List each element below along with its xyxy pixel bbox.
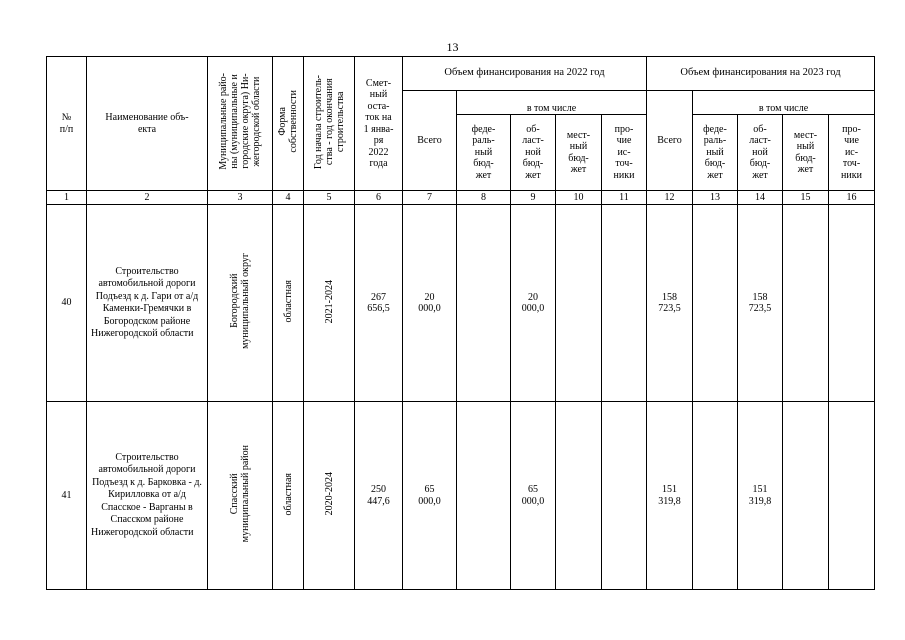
header-local-2022: мест- ный бюд- жет: [556, 115, 602, 191]
header-municipality-text: Муниципальные райо- ны (муниципальные и городские округа) Ни- жегородской области: [218, 73, 262, 171]
federal-2022: [457, 402, 511, 590]
other-2023: [829, 402, 875, 590]
col-number: 2: [87, 191, 208, 205]
header-remainder: Смет- ный оста- ток на 1 янва- ря 2022 года: [355, 57, 403, 191]
col-number: 4: [273, 191, 304, 205]
table-row: [47, 205, 875, 402]
object-name: Строительство автомобильной дороги Подъезд к д. Барковка - д. Кирилловка от а/д Спасское - Варганы в Спасском районе Нижегородской области: [87, 402, 208, 590]
col-number: 14: [738, 191, 783, 205]
total-2022: 65 000,0: [403, 402, 457, 590]
total-2023: 158 723,5: [647, 205, 693, 402]
total-2022: 20 000,0: [403, 205, 457, 402]
header-federal-2022: феде- раль- ный бюд- жет: [457, 115, 511, 191]
header-federal-2023: феде- раль- ный бюд- жет: [693, 115, 738, 191]
header-incl-2023: в том числе: [693, 91, 875, 115]
ownership: [273, 402, 304, 590]
local-2022: [556, 402, 602, 590]
municipality-text: Спасский муниципальный район: [229, 445, 251, 543]
row-num: 41: [47, 402, 87, 590]
federal-2022: [457, 205, 511, 402]
header-local-2023: мест- ный бюд- жет: [783, 115, 829, 191]
header-other-2022: про- чие ис- точ- ники: [602, 115, 647, 191]
header-years: [304, 57, 355, 191]
regional-2022: 65 000,0: [511, 402, 556, 590]
col-number: 16: [829, 191, 875, 205]
col-number: 3: [208, 191, 273, 205]
remainder: 267 656,5: [355, 205, 403, 402]
col-number: 1: [47, 191, 87, 205]
header-total-2023: Всего: [647, 91, 693, 191]
federal-2023: [693, 205, 738, 402]
header-fin-2023: Объем финансирования на 2023 год: [647, 57, 875, 91]
col-number: 5: [304, 191, 355, 205]
col-number: 10: [556, 191, 602, 205]
other-2023: [829, 205, 875, 402]
header-total-2022: Всего: [403, 91, 457, 191]
years: [304, 402, 355, 590]
local-2023: [783, 205, 829, 402]
municipality: [208, 402, 273, 590]
col-number: 7: [403, 191, 457, 205]
header-incl-2022: в том числе: [457, 91, 647, 115]
col-number: 11: [602, 191, 647, 205]
local-2022: [556, 205, 602, 402]
column-number-row: [47, 191, 875, 205]
ownership: [273, 205, 304, 402]
col-number: 6: [355, 191, 403, 205]
financing-table: [46, 56, 875, 590]
remainder: 250 447,6: [355, 402, 403, 590]
regional-2022: 20 000,0: [511, 205, 556, 402]
object-name: Строительство автомобильной дороги Подъезд к д. Гари от а/д Каменки-Гремячки в Богородском районе Нижегородской области: [87, 205, 208, 402]
header-num: № п/п: [47, 57, 87, 191]
total-2023: 151 319,8: [647, 402, 693, 590]
regional-2023: 151 319,8: [738, 402, 783, 590]
col-number: 12: [647, 191, 693, 205]
col-number: 15: [783, 191, 829, 205]
federal-2023: [693, 402, 738, 590]
header-municipality: [208, 57, 273, 191]
ownership-text: областная: [282, 280, 294, 323]
table-row: [47, 402, 875, 590]
regional-2023: 158 723,5: [738, 205, 783, 402]
years-text: 2021-2024: [323, 279, 335, 323]
other-2022: [602, 205, 647, 402]
page-number: 13: [446, 40, 459, 54]
header-ownership: [273, 57, 304, 191]
header-regional-2022: об- ласт- ной бюд- жет: [511, 115, 556, 191]
col-number: 8: [457, 191, 511, 205]
years-text: 2020-2024: [323, 472, 335, 516]
other-2022: [602, 402, 647, 590]
header-other-2023: про- чие ис- точ- ники: [829, 115, 875, 191]
col-number: 13: [693, 191, 738, 205]
header-years-text: Год начала строитель- ства - год окончания строительства: [312, 74, 346, 169]
header-fin-2022: Объем финансирования на 2022 год: [403, 57, 647, 91]
municipality-text: Богородский муниципальный округ: [229, 253, 251, 350]
header-name: Наименование объ- екта: [87, 57, 208, 191]
years: [304, 205, 355, 402]
local-2023: [783, 402, 829, 590]
municipality: [208, 205, 273, 402]
col-number: 9: [511, 191, 556, 205]
header-ownership-text: Форма собственности: [277, 90, 299, 154]
header-regional-2023: об- ласт- ной бюд- жет: [738, 115, 783, 191]
row-num: 40: [47, 205, 87, 402]
ownership-text: областная: [282, 472, 294, 515]
